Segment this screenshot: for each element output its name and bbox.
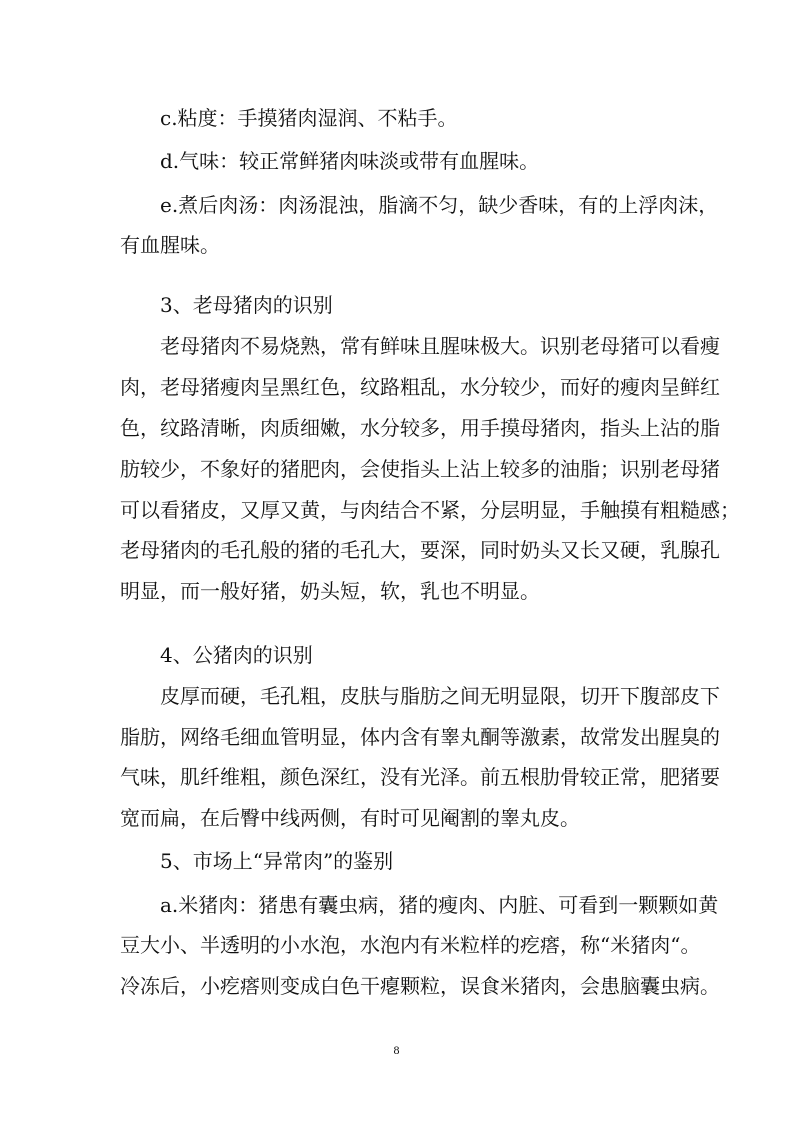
section-4-heading: 4、公猪肉的识别	[160, 643, 313, 667]
section-4-line-2: 脂肪，网络毛细血管明显，体内含有睾丸酮等激素，故常发出腥臭的	[120, 725, 720, 749]
section-3-line-7: 明显，而一般好猪，奶头短，软，乳也不明显。	[120, 579, 540, 603]
section-4-line-1: 皮厚而硬，毛孔粗，皮肤与脂肪之间无明显限，切开下腹部皮下	[160, 684, 720, 708]
section-5-a-line-2: 豆大小、半透明的小水泡，水泡内有米粒样的疙瘩，称“米猪肉“。	[120, 933, 701, 957]
page-number: 8	[393, 1043, 400, 1057]
section-5-a-line-3: 冷冻后，小疙瘩则变成白色干瘪颗粒，误食米猪肉，会患脑囊虫病。	[120, 974, 720, 998]
section-3-line-4: 肪较少，不象好的猪肥肉，会使指头上沾上较多的油脂；识别老母猪	[120, 457, 720, 481]
item-d-smell: d.气味：较正常鲜猪肉味淡或带有血腥味。	[160, 149, 540, 173]
section-3-line-6: 老母猪肉的毛孔般的猪的毛孔大，要深，同时奶头又长又硬，乳腺孔	[120, 538, 720, 562]
section-3-heading: 3、老母猪肉的识别	[160, 293, 333, 317]
item-e-soup-line-1: e.煮后肉汤：肉汤混浊，脂滴不匀，缺少香味，有的上浮肉沫，	[160, 193, 719, 217]
section-5-heading: 5、市场上“异常肉”的鉴别	[160, 849, 394, 873]
section-3-line-5: 可以看猪皮，又厚又黄，与肉结合不紧，分层明显，手触摸有粗糙感；	[120, 498, 740, 522]
section-3-line-1: 老母猪肉不易烧熟，常有鲜味且腥味极大。识别老母猪可以看瘦	[160, 334, 720, 358]
section-3-line-3: 色，纹路清晰，肉质细嫩，水分较多，用手摸母猪肉，指头上沾的脂	[120, 416, 720, 440]
item-e-soup-line-2: 有血腥味。	[120, 233, 220, 257]
section-4-line-4: 宽而扁，在后臀中线两侧，有时可见阉割的睾丸皮。	[120, 806, 580, 830]
section-5-a-line-1: a.米猪肉：猪患有囊虫病，猪的瘦肉、内脏、可看到一颗颗如黄	[160, 893, 719, 917]
item-c-viscosity: c.粘度：手摸猪肉湿润、不粘手。	[160, 106, 458, 130]
section-4-line-3: 气味，肌纤维粗，颜色深红，没有光泽。前五根肋骨较正常，肥猪要	[120, 765, 720, 789]
section-3-line-2: 肉，老母猪瘦肉呈黑红色，纹路粗乱，水分较少，而好的瘦肉呈鲜红	[120, 375, 720, 399]
